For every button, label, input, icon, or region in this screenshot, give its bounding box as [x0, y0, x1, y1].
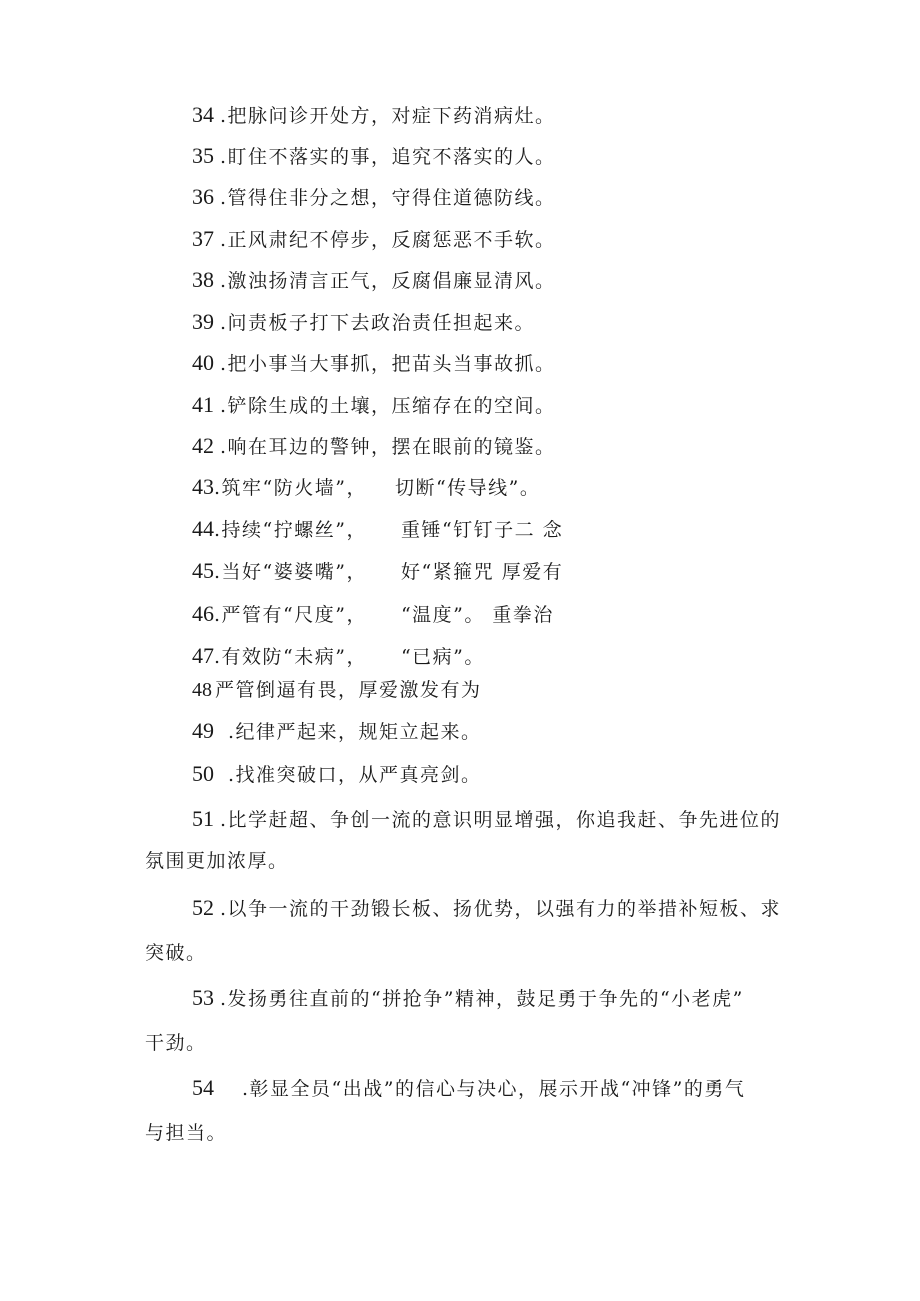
list-item [192, 677, 482, 703]
item-number: 53 [192, 985, 214, 1010]
list-item [192, 143, 556, 170]
list-item [192, 643, 485, 670]
list-item [192, 267, 556, 294]
item-text: 与担当。 [145, 1122, 228, 1144]
item-number: 36 [192, 184, 214, 209]
item-number: 48 [192, 679, 212, 701]
item-text: .纪律严起来，规矩立起来。 [228, 721, 482, 743]
list-item [192, 184, 556, 211]
item-number: 35 [192, 143, 214, 168]
item-number: 47 [192, 643, 214, 668]
item-text: .问责板子打下去政治责任担起来。 [220, 312, 536, 334]
list-item [192, 102, 556, 129]
item-text: .铲除生成的土壤，压缩存在的空间。 [220, 395, 556, 417]
item-text: .管得住非分之想，守得住道德防线。 [220, 187, 556, 209]
list-item [192, 558, 563, 585]
item-number: 38 [192, 267, 214, 292]
item-number: 43 [192, 474, 214, 499]
list-item [192, 895, 781, 922]
item-number: 49 [192, 718, 214, 743]
item-text: .彰显全员“出战”的信心与决心，展示开战“冲锋”的勇气 [242, 1078, 746, 1100]
item-text-part: .筑牢“防火墙”， [214, 477, 367, 499]
item-text-part: .当好“婆婆嘴”， [214, 561, 367, 583]
item-number: 50 [192, 761, 214, 786]
item-text-part: 重锤“钉钉子二 念 [400, 519, 564, 541]
list-item [192, 516, 563, 543]
item-text-part: “温度”。 重拳治 [400, 604, 554, 626]
list-item [192, 761, 482, 788]
list-item-continuation [145, 848, 289, 874]
item-number: 51 [192, 806, 214, 831]
item-number: 54 [192, 1075, 214, 1100]
item-text: .以争一流的干劲锻长板、扬优势，以强有力的举措补短板、求 [220, 898, 782, 920]
item-text-part: 好“紧箍咒 厚爱有 [400, 561, 564, 583]
item-number: 37 [192, 226, 214, 251]
item-number: 46 [192, 601, 214, 626]
list-item [192, 985, 744, 1012]
item-text: .激浊扬清言正气，反腐倡廉显清风。 [220, 270, 556, 292]
item-number: 42 [192, 433, 214, 458]
item-text: .正风肃纪不停步，反腐惩恶不手软。 [220, 229, 556, 251]
item-text: 干劲。 [145, 1032, 207, 1054]
item-text: 突破。 [145, 942, 207, 964]
item-number: 40 [192, 350, 214, 375]
list-item [192, 226, 556, 253]
list-item [192, 718, 482, 745]
list-item [192, 309, 535, 336]
item-text: .找准突破口，从严真亮剑。 [228, 764, 482, 786]
item-text-part: 切断“传导线”。 [394, 477, 541, 499]
item-number: 45 [192, 558, 214, 583]
list-item [192, 1075, 745, 1102]
list-item [192, 433, 556, 460]
item-text: .把小事当大事抓，把苗头当事故抓。 [220, 353, 556, 375]
item-number: 44 [192, 516, 214, 541]
list-item-continuation [145, 940, 207, 966]
list-item [192, 350, 556, 377]
item-text: .响在耳边的警钟，摆在眼前的镜鉴。 [220, 436, 556, 458]
item-text: .把脉问诊开处方，对症下药消病灶。 [220, 105, 556, 127]
item-text: .发扬勇往直前的“拼抢争”精神，鼓足勇于争先的“小老虎” [220, 988, 744, 1010]
item-text: .盯住不落实的事，追究不落实的人。 [220, 146, 556, 168]
item-number: 39 [192, 309, 214, 334]
item-text-part: .有效防“未病”， [214, 646, 367, 668]
list-item [192, 806, 781, 833]
list-item-continuation [145, 1120, 227, 1146]
item-text: .比学赶超、争创一流的意识明显增强，你追我赶、争先进位的 [220, 809, 782, 831]
list-item [192, 474, 540, 501]
item-number: 52 [192, 895, 214, 920]
item-number: 41 [192, 392, 214, 417]
item-text-part: .严管有“尺度”， [214, 604, 367, 626]
item-text: 严管倒逼有畏，厚爱激发有为 [215, 679, 482, 701]
item-text: 氛围更加浓厚。 [145, 850, 289, 872]
item-text-part: .持续“拧螺丝”， [214, 519, 367, 541]
list-item [192, 392, 556, 419]
list-item-continuation [145, 1030, 207, 1056]
item-text-part: “已病”。 [400, 646, 485, 668]
item-number: 34 [192, 102, 214, 127]
list-item [192, 601, 554, 628]
